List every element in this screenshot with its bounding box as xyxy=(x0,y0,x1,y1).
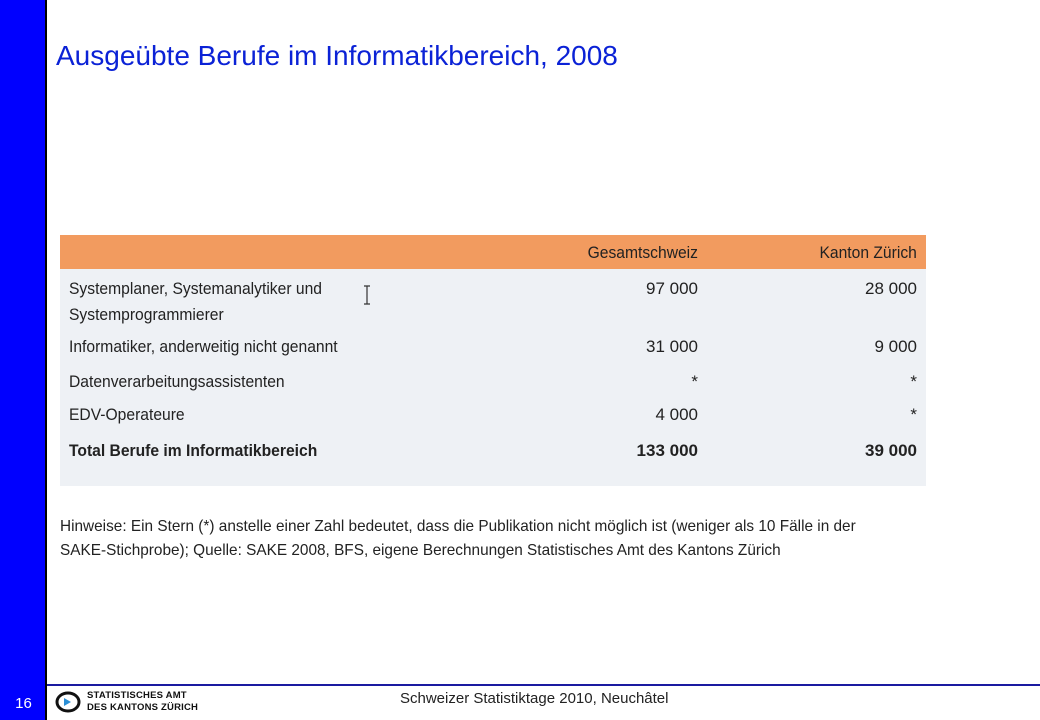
table-footnote: Hinweise: Ein Stern (*) anstelle einer Zahl bedeutet, dass die Publikation nicht möglich ist (weniger als 10 Fälle in der SAKE-Stichprobe); Quelle: SAKE 2008, BFS, eigene Berechnungen Statistisches Amt des Kantons Zürich xyxy=(60,518,856,559)
value-gesamtschweiz: 31 000 xyxy=(646,337,698,356)
page-number: 16 xyxy=(15,694,32,712)
logo-text-line1: STATISTISCHES AMT xyxy=(87,690,187,701)
value-zuerich: * xyxy=(910,405,917,424)
value-gesamtschweiz: * xyxy=(691,372,698,391)
statistik-amt-logo xyxy=(55,689,215,717)
footer-event-text: Schweizer Statistiktage 2010, Neuchâtel xyxy=(400,690,669,707)
table-header xyxy=(60,235,926,269)
logo-text-line2: DES KANTONS ZÜRICH xyxy=(87,702,199,713)
footer-divider xyxy=(47,684,1040,686)
row-label: Informatiker, anderweitig nicht genannt xyxy=(69,337,338,356)
left-accent-bar xyxy=(0,0,47,720)
row-label: Systemplaner, Systemanalytiker und xyxy=(69,279,322,298)
slide-title: Ausgeübte Berufe im Informatikbereich, 2008 xyxy=(56,40,618,71)
row-label: Datenverarbeitungsassistenten xyxy=(69,372,285,391)
header-kanton-zuerich: Kanton Zürich xyxy=(819,243,917,262)
row-label-continued: Systemprogrammierer xyxy=(69,305,224,324)
value-zuerich: * xyxy=(910,372,917,391)
logo-emblem-icon xyxy=(55,689,81,715)
value-gesamtschweiz: 4 000 xyxy=(655,405,698,424)
total-zuerich: 39 000 xyxy=(865,441,917,460)
text-cursor-icon xyxy=(362,285,372,305)
total-label: Total Berufe im Informatikbereich xyxy=(69,441,318,460)
header-gesamtschweiz: Gesamtschweiz xyxy=(587,243,698,262)
value-gesamtschweiz: 97 000 xyxy=(646,279,698,298)
data-table xyxy=(60,235,926,486)
value-zuerich: 28 000 xyxy=(865,279,917,298)
row-label: EDV-Operateure xyxy=(69,405,185,424)
total-gesamtschweiz: 133 000 xyxy=(636,441,698,460)
value-zuerich: 9 000 xyxy=(874,337,917,356)
